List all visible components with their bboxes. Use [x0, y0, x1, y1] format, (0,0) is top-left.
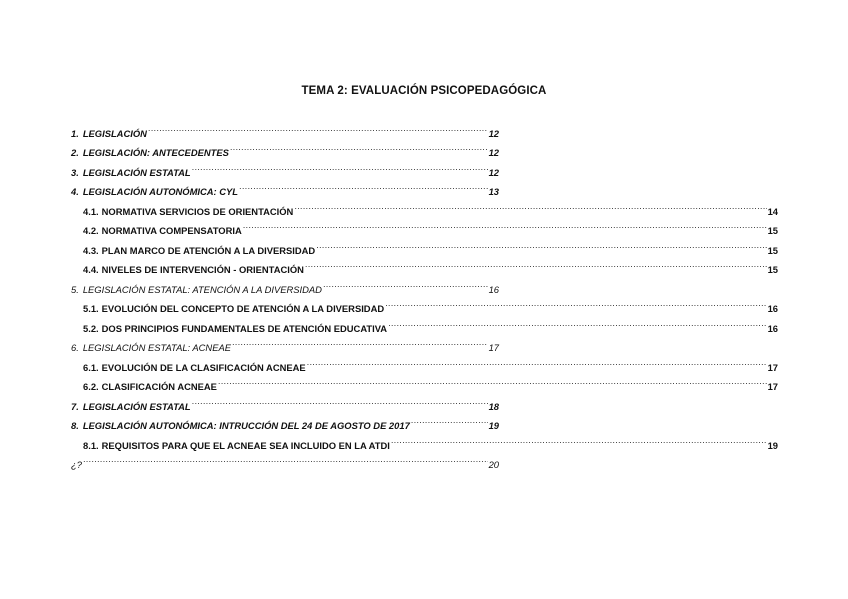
toc-entry-label: ¿? — [71, 459, 82, 470]
toc-dot-leader — [306, 351, 767, 371]
toc-entry-number: 4.2. — [83, 225, 99, 236]
toc-entry-label: CLASIFICACIÓN ACNEAE — [101, 381, 217, 392]
toc-entry[interactable] — [83, 254, 778, 274]
toc-entry[interactable] — [71, 137, 499, 157]
toc-entry[interactable] — [71, 410, 499, 430]
toc-entry-page-number: 20 — [488, 459, 499, 470]
toc-entry-label: PLAN MARCO DE ATENCIÓN A LA DIVERSIDAD — [101, 244, 316, 256]
toc-entry-number: 4.3. — [83, 244, 99, 256]
toc-entry[interactable] — [71, 156, 499, 176]
toc-entry-label: LEGISLACIÓN AUTONÓMICA: INTRUCCIÓN DEL 24 DE AGOSTO DE 2017 — [82, 420, 410, 431]
document-title: TEMA 2: EVALUACIÓN PSICOPEDAGÓGICA — [301, 85, 547, 97]
toc-entry-label: LEGISLACIÓN ESTATAL — [82, 166, 191, 178]
toc-entry[interactable] — [83, 312, 778, 332]
toc-entry-page-number: 14 — [767, 205, 778, 217]
toc-entry-number: 4.1. — [83, 205, 99, 217]
toc-dot-leader — [387, 312, 767, 332]
toc-entry-label: EVOLUCIÓN DEL CONCEPTO DE ATENCIÓN A LA DIVERSIDAD — [101, 303, 385, 314]
toc-entry[interactable] — [71, 332, 499, 352]
toc-dot-leader — [191, 390, 488, 410]
toc-entry-number: 5.1. — [83, 303, 99, 314]
toc-entry-number: 6.2. — [83, 381, 99, 392]
toc-entry[interactable] — [83, 195, 778, 215]
toc-dot-leader — [231, 332, 488, 352]
toc-entry-number: 8.1. — [83, 439, 99, 451]
toc-entry-label: LEGISLACIÓN ESTATAL: ATENCIÓN A LA DIVERSIDAD — [82, 283, 322, 295]
toc-dot-leader — [384, 293, 766, 313]
toc-entry-label: LEGISLACIÓN — [82, 127, 147, 139]
toc-entry-label: NORMATIVA SERVICIOS DE ORIENTACIÓN — [101, 205, 294, 217]
toc-entry-label: LEGISLACIÓN ESTATAL — [82, 400, 191, 412]
toc-entry[interactable] — [71, 176, 499, 196]
toc-entry-page-number: 12 — [488, 147, 499, 158]
toc-entry-page-number: 16 — [488, 283, 499, 295]
toc-entry[interactable] — [83, 215, 778, 235]
toc-entry-page-number: 12 — [488, 166, 499, 178]
toc-entry-label: LEGISLACIÓN ESTATAL: ACNEAE — [82, 342, 231, 353]
toc-dot-leader — [410, 410, 488, 430]
toc-entry-number: 4.4. — [83, 264, 99, 275]
toc-entry[interactable] — [71, 273, 499, 293]
toc-dot-leader — [304, 254, 767, 274]
toc-entry-page-number: 12 — [488, 127, 499, 139]
toc-dot-leader — [147, 117, 488, 137]
toc-dot-leader — [238, 176, 488, 196]
toc-entry-label: LEGISLACIÓN AUTONÓMICA: CYL — [82, 186, 239, 197]
toc-entry-label: REQUISITOS PARA QUE EL ACNEAE SEA INCLUIDO EN LA ATDI — [101, 439, 390, 451]
toc-entry[interactable] — [83, 429, 778, 449]
toc-entry[interactable] — [83, 371, 778, 391]
toc-dot-leader — [229, 137, 488, 157]
toc-entry-number: 7. — [71, 400, 79, 412]
toc-entry-page-number: 19 — [488, 420, 499, 431]
toc-entry-number: 2. — [71, 147, 79, 158]
toc-entry-page-number: 13 — [488, 186, 499, 197]
toc-dot-leader — [217, 371, 767, 391]
toc-entry-number: 5. — [71, 283, 79, 295]
toc-entry-page-number: 17 — [767, 381, 778, 392]
toc-entry-label: NORMATIVA COMPENSATORIA — [101, 225, 242, 236]
toc-dot-leader — [315, 234, 766, 254]
toc-entry-page-number: 16 — [767, 322, 778, 334]
toc-entry-number: 6.1. — [83, 361, 99, 373]
toc-entry-number: 8. — [71, 420, 79, 431]
toc-entry-number: 6. — [71, 342, 79, 353]
toc-entry-page-number: 16 — [767, 303, 778, 314]
toc-entry-label: LEGISLACIÓN: ANTECEDENTES — [82, 147, 229, 158]
toc-entry-page-number: 17 — [488, 342, 499, 353]
toc-entry-page-number: 17 — [767, 361, 778, 373]
toc-entry[interactable] — [83, 293, 778, 313]
toc-entry-label: EVOLUCIÓN DE LA CLASIFICACIÓN ACNEAE — [101, 361, 306, 373]
toc-dot-leader — [322, 273, 488, 293]
toc-entry-number: 4. — [71, 186, 79, 197]
toc-dot-leader — [82, 449, 488, 469]
toc-entry-page-number: 15 — [767, 244, 778, 256]
toc-entry-number: 3. — [71, 166, 79, 178]
toc-entry-page-number: 15 — [767, 225, 778, 236]
toc-entry[interactable] — [71, 449, 499, 469]
toc-entry-page-number: 18 — [488, 400, 499, 412]
toc-entry-page-number: 19 — [767, 439, 778, 451]
toc-entry[interactable] — [71, 117, 499, 137]
toc-entry-label: DOS PRINCIPIOS FUNDAMENTALES DE ATENCIÓN EDUCATIVA — [101, 322, 388, 334]
toc-dot-leader — [390, 429, 767, 449]
toc-dot-leader — [242, 215, 767, 235]
toc-entry-number: 1. — [71, 127, 79, 139]
toc-entry-page-number: 15 — [767, 264, 778, 275]
toc-dot-leader — [191, 156, 488, 176]
toc-entry[interactable] — [83, 351, 778, 371]
toc-entry[interactable] — [71, 390, 499, 410]
toc-entry[interactable] — [83, 234, 778, 254]
toc-dot-leader — [293, 195, 766, 215]
toc-entry-number: 5.2. — [83, 322, 99, 334]
toc-entry-label: NIVELES DE INTERVENCIÓN - ORIENTACIÓN — [101, 264, 304, 275]
